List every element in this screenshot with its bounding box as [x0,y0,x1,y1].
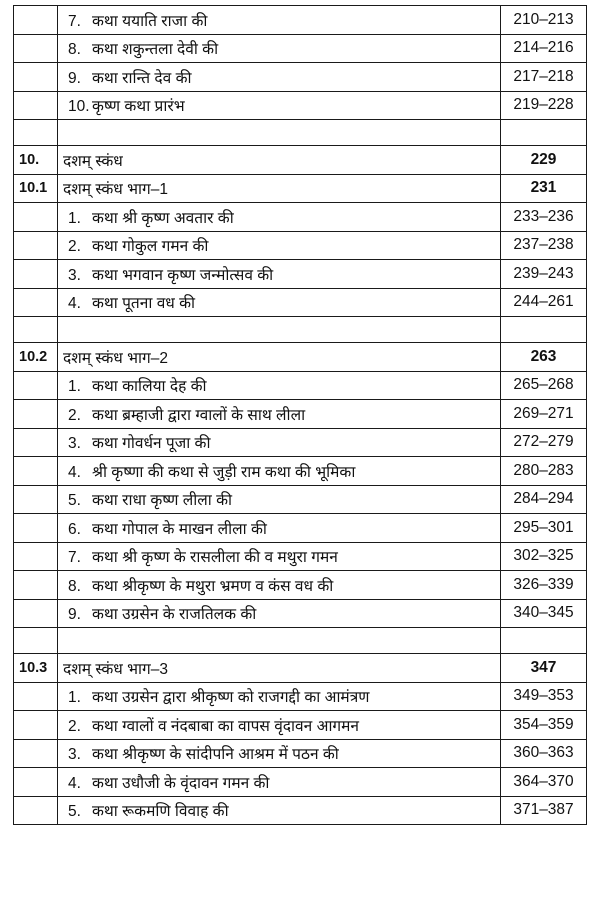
section-title: दशम् स्कंध भाग–2 [58,343,501,372]
entry-title: कृष्ण कथा प्रारंभ [92,98,185,116]
entry-pages: 272–279 [501,428,587,457]
entry-number-cell [14,428,58,457]
entry-index: 1. [68,689,81,707]
entry-cell [58,796,501,825]
entry-row [14,91,587,120]
entry-row [14,203,587,232]
entry-number-cell [14,571,58,600]
entry-index: 5. [68,803,81,821]
entry-number-cell [14,203,58,232]
entry-cell [58,711,501,740]
entry-index: 3. [68,746,81,764]
entry-index: 10. [68,98,90,116]
entry-number-cell [14,91,58,120]
entry-index: 4. [68,463,81,481]
entry-pages: 217–218 [501,63,587,92]
blank-cell [501,317,587,343]
entry-title: कथा उग्रसेन द्वारा श्रीकृष्ण को राजगद्दी का आमंत्रण [92,689,370,707]
entry-number-cell [14,711,58,740]
entry-title: कथा श्री कृष्ण के रासलीला की व मथुरा गमन [92,549,338,567]
entry-row [14,6,587,35]
section-page: 231 [501,174,587,203]
entry-pages: 302–325 [501,542,587,571]
entry-pages: 284–294 [501,485,587,514]
entry-cell [58,371,501,400]
entry-index: 7. [68,549,81,567]
section-number: 10.3 [14,654,58,683]
entry-index: 2. [68,238,81,256]
entry-cell [58,288,501,317]
entry-row [14,260,587,289]
entry-number-cell [14,260,58,289]
entry-row [14,63,587,92]
entry-title: कथा ब्रम्हाजी द्वारा ग्वालों के साथ लीला [92,406,306,424]
entry-number-cell [14,485,58,514]
entry-row [14,514,587,543]
entry-row [14,711,587,740]
entry-number-cell [14,371,58,400]
entry-number-cell [14,542,58,571]
entry-index: 7. [68,12,81,30]
entry-index: 9. [68,69,81,87]
contents-table [13,5,587,825]
entry-pages: 210–213 [501,6,587,35]
section-heading-row [14,654,587,683]
entry-cell [58,599,501,628]
entry-row [14,457,587,486]
section-title: दशम् स्कंध [58,146,501,175]
blank-cell [14,120,58,146]
entry-title: कथा ग्वालों व नंदबाबा का वापस वृंदावन आगमन [92,717,360,735]
section-heading-row [14,343,587,372]
entry-index: 2. [68,717,81,735]
blank-cell [58,628,501,654]
section-number: 10. [14,146,58,175]
entry-pages: 364–370 [501,768,587,797]
blank-cell [501,120,587,146]
section-number: 10.1 [14,174,58,203]
entry-pages: 237–238 [501,231,587,260]
section-page: 263 [501,343,587,372]
entry-cell [58,203,501,232]
entry-cell [58,91,501,120]
entry-cell [58,485,501,514]
entry-number-cell [14,682,58,711]
entry-cell [58,571,501,600]
entry-cell [58,400,501,429]
entry-cell [58,6,501,35]
entry-title: कथा गोवर्धन पूजा की [92,435,211,453]
entry-pages: 219–228 [501,91,587,120]
entry-title: कथा श्री कृष्ण अवतार की [92,209,234,227]
contents-body [14,6,587,825]
section-title: दशम् स्कंध भाग–3 [58,654,501,683]
blank-row [14,120,587,146]
entry-title: कथा गोपाल के माखन लीला की [92,520,267,538]
section-heading-row [14,174,587,203]
entry-row [14,739,587,768]
entry-row [14,34,587,63]
entry-number-cell [14,796,58,825]
entry-title: कथा उधौजी के वृंदावन गमन की [92,774,270,792]
entry-cell [58,457,501,486]
blank-row [14,317,587,343]
entry-row [14,428,587,457]
section-number: 10.2 [14,343,58,372]
blank-cell [501,628,587,654]
entry-title: कथा उग्रसेन के राजतिलक की [92,606,257,624]
entry-title: कथा श्रीकृष्ण के मथुरा भ्रमण व कंस वध की [92,577,334,595]
entry-pages: 295–301 [501,514,587,543]
section-heading-row [14,146,587,175]
entry-pages: 354–359 [501,711,587,740]
entry-number-cell [14,457,58,486]
entry-pages: 349–353 [501,682,587,711]
entry-title: श्री कृष्णा की कथा से जुड़ी राम कथा की भूमिका [92,463,356,481]
entry-row [14,485,587,514]
blank-cell [58,317,501,343]
entry-number-cell [14,63,58,92]
entry-row [14,231,587,260]
entry-index: 5. [68,492,81,510]
entry-title: कथा पूतना वध की [92,295,196,313]
entry-pages: 280–283 [501,457,587,486]
entry-title: कथा गोकुल गमन की [92,238,209,256]
entry-cell [58,34,501,63]
entry-row [14,796,587,825]
entry-title: कथा शकुन्तला देवी की [92,41,219,59]
entry-row [14,542,587,571]
section-page: 229 [501,146,587,175]
entry-pages: 269–271 [501,400,587,429]
entry-cell [58,260,501,289]
entry-row [14,682,587,711]
entry-index: 9. [68,606,81,624]
entry-number-cell [14,288,58,317]
entry-index: 6. [68,520,81,538]
entry-pages: 244–261 [501,288,587,317]
entry-index: 8. [68,577,81,595]
entry-index: 4. [68,774,81,792]
blank-row [14,628,587,654]
section-page: 347 [501,654,587,683]
entry-cell [58,739,501,768]
entry-title: कथा भगवान कृष्ण जन्मोत्सव की [92,266,274,284]
entry-pages: 239–243 [501,260,587,289]
entry-index: 1. [68,378,81,396]
entry-pages: 371–387 [501,796,587,825]
entry-title: कथा रूकमणि विवाह की [92,803,229,821]
entry-pages: 265–268 [501,371,587,400]
entry-title: कथा श्रीकृष्ण के सांदीपनि आश्रम में पठन की [92,746,339,764]
entry-number-cell [14,400,58,429]
blank-cell [14,628,58,654]
entry-row [14,599,587,628]
entry-title: कथा रान्ति देव की [92,69,192,87]
entry-title: कथा कालिया देह की [92,378,207,396]
entry-number-cell [14,768,58,797]
entry-number-cell [14,231,58,260]
entry-row [14,288,587,317]
entry-number-cell [14,34,58,63]
entry-number-cell [14,514,58,543]
entry-index: 3. [68,435,81,453]
entry-index: 2. [68,406,81,424]
entry-pages: 214–216 [501,34,587,63]
entry-title: कथा ययाति राजा की [92,12,208,30]
entry-index: 4. [68,295,81,313]
entry-row [14,768,587,797]
entry-number-cell [14,599,58,628]
entry-number-cell [14,739,58,768]
entry-index: 3. [68,266,81,284]
entry-row [14,371,587,400]
section-title: दशम् स्कंध भाग–1 [58,174,501,203]
entry-pages: 326–339 [501,571,587,600]
blank-cell [14,317,58,343]
entry-cell [58,428,501,457]
entry-cell [58,63,501,92]
entry-cell [58,542,501,571]
entry-index: 8. [68,41,81,59]
entry-number-cell [14,6,58,35]
entry-cell [58,682,501,711]
entry-pages: 233–236 [501,203,587,232]
entry-title: कथा राधा कृष्ण लीला की [92,492,233,510]
entry-row [14,400,587,429]
blank-cell [58,120,501,146]
entry-row [14,571,587,600]
entry-index: 1. [68,209,81,227]
entry-pages: 340–345 [501,599,587,628]
entry-pages: 360–363 [501,739,587,768]
entry-cell [58,514,501,543]
entry-cell [58,231,501,260]
entry-cell [58,768,501,797]
